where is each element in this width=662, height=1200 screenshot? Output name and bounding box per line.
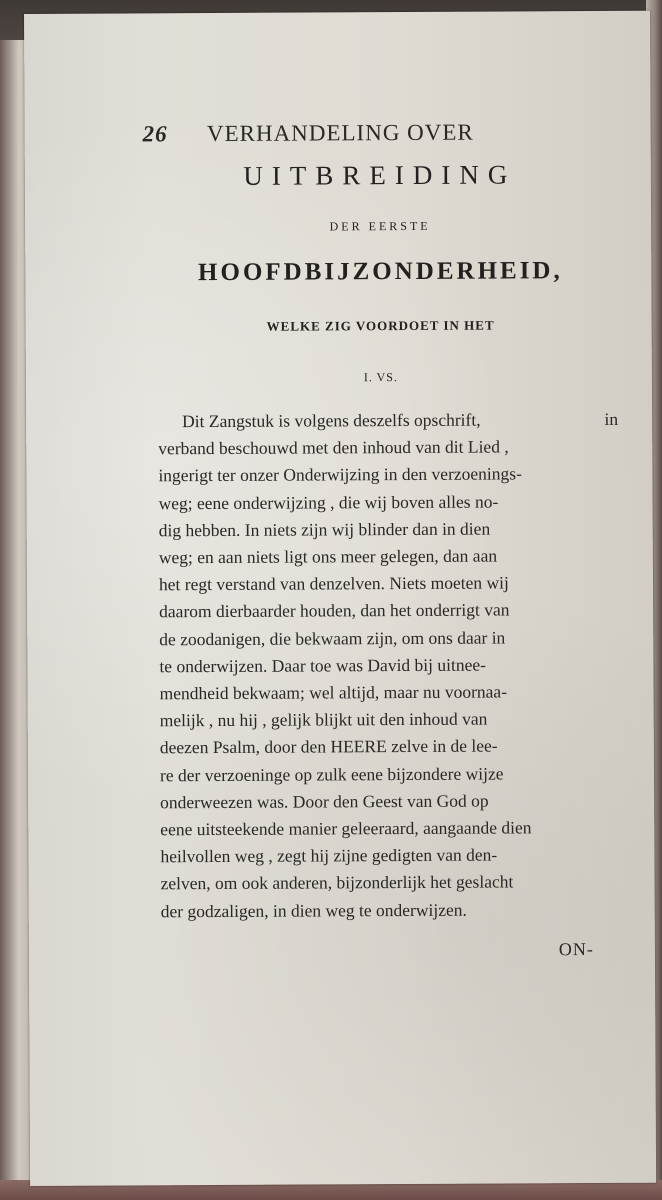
running-header (143, 119, 553, 147)
text-line-part: melijk , nu hij , gelijk blijkt uit den inhoud van (159, 708, 488, 731)
text-line-part: eene uitsteekende manier geleeraard, aangaande dien (160, 817, 532, 840)
text-line-part: re der verzoeninge op zulk eene bijzondere wijze (159, 763, 504, 785)
text-line (160, 814, 620, 844)
text-line-part: verband beschouwd met den inhoud van dit Lied , (158, 436, 509, 459)
text-line (159, 542, 619, 572)
running-title: VERHANDELING OVER (206, 119, 474, 147)
text-line-part: de zoodanigen, die bekwaam zijn, om ons daar in (159, 627, 506, 649)
text-line-part: onderweezen was. Door den Geest van God op (160, 790, 489, 813)
text-line (158, 488, 618, 518)
text-line (160, 732, 620, 762)
text-line-part: dig hebben. In niets zijn wij blinder dan in dien (158, 518, 491, 541)
book-page (24, 11, 656, 1186)
catchword: ON- (558, 939, 594, 960)
verse-label: I. VS. (363, 370, 399, 385)
text-line (159, 624, 619, 654)
section-subtitle: DER EERSTE (329, 218, 431, 234)
heading-subline: WELKE ZIG VOORDOET IN HET (266, 317, 495, 334)
text-line (160, 760, 620, 790)
text-line-part: der godzaligen, in dien weg te onderwijzen. (160, 899, 467, 921)
text-line (159, 651, 619, 681)
text-line-part: heilvollen weg , zegt hij zijne gedigten van den- (160, 844, 498, 867)
text-line-part: ingerigt ter onzer Onderwijzing in den verzoenings- (158, 463, 522, 486)
text-line-part: weg; en aan niets ligt ons meer gelegen, dan aan (158, 545, 498, 568)
text-line-part: zelven, om ook anderen, bijzonderlijk het geslacht (160, 871, 514, 894)
text-line-part: in (604, 408, 619, 429)
text-line-part: daarom dierbaarder houden, dan het onderrigt van (159, 599, 510, 622)
text-line-part: weg; eene onderwijzing , die wij boven alles no- (158, 491, 499, 513)
main-heading: HOOFDBIJZONDERHEID, (197, 257, 563, 287)
text-line-part: het regt verstand van denzelven. Niets moeten wij (158, 572, 509, 595)
text-line (159, 569, 619, 599)
body-text (158, 406, 621, 925)
text-line (159, 515, 619, 545)
section-title: UITBREIDING (243, 159, 517, 191)
text-line (160, 868, 620, 898)
text-line (159, 678, 619, 708)
page-number: 26 (142, 121, 168, 147)
text-line (159, 596, 619, 626)
text-line (158, 433, 618, 463)
text-line-part: te onderwijzen. Daar toe was David bij uitnee- (159, 654, 487, 677)
text-line (160, 787, 620, 817)
text-line (161, 896, 621, 926)
text-line (160, 841, 620, 871)
text-line (158, 406, 618, 436)
text-line (160, 705, 620, 735)
text-line-part: deezen Psalm, door den HEERE zelve in de lee- (159, 735, 498, 758)
text-line (158, 460, 618, 490)
text-line-part: Dit Zangstuk is volgens deszelfs opschrift, (182, 409, 481, 432)
text-line-part: mendheid bekwaam; wel altijd, maar nu voornaa- (159, 681, 508, 704)
